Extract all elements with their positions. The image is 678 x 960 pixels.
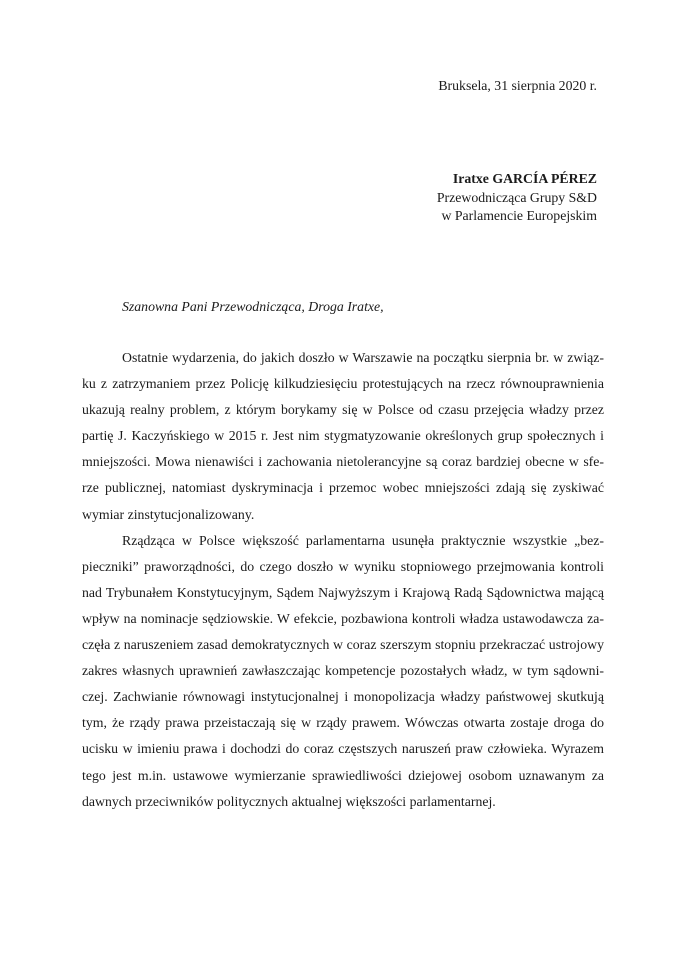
text-line: ucisku w imieniu prawa i dochodzi do coraz częstszych naruszeń praw człowieka. Wyrazem <box>82 741 604 757</box>
text-line: partię J. Kaczyńskiego w 2015 r. Jest nim stygmatyzowanie określonych grup społecznych i <box>82 428 604 444</box>
text-line: mniejszości. Mowa nienawiści i zachowania nietolerancyjne są coraz bardziej obecne w sfe- <box>82 454 604 470</box>
text-line: ukazują realny problem, z którym borykamy się w Polsce od czasu przejęcia władzy przez <box>82 402 604 418</box>
paragraph-1 <box>82 345 604 528</box>
text-line: czej. Zachwianie równowagi instytucjonalnej i monopolizacja władzy państwowej skutkują <box>82 689 604 705</box>
text-line: tym, że rządy prawa przeistaczają się w rządy prawem. Wówczas otwarta zostaje droga do <box>82 715 604 731</box>
text-line: ku z zatrzymaniem przez Policję kilkudziesięciu protestujących na rzecz równouprawnienia <box>82 376 604 392</box>
text-line: wymiar zinstytucjonalizowany. <box>82 506 255 522</box>
recipient-block <box>437 170 597 226</box>
text-line: pieczniki” praworządności, do czego doszło w wyniku stopniowego przejmowania kontroli <box>82 558 604 574</box>
recipient-name: Iratxe GARCÍA PÉREZ <box>452 171 597 186</box>
text-line: Rządząca w Polsce większość parlamentarna usunęła praktycznie wszystkie „bez- <box>122 532 604 548</box>
recipient-organization: w Parlamencie Europejskim <box>441 208 597 223</box>
text-line: zakres własnych uprawnień zawłaszczając kompetencje pozostałych władz, w tym sądowni- <box>82 663 604 679</box>
text-line: tego jest m.in. ustawowe wymierzanie sprawiedliwości dziejowej osobom uznawanym za <box>82 767 604 783</box>
letter-body <box>82 345 604 815</box>
text-line: rze publicznej, natomiast dyskryminacja i przemoc wobec mniejszości zdają się zyskiwać <box>82 480 604 496</box>
salutation: Szanowna Pani Przewodnicząca, Droga Iratxe, <box>122 299 384 314</box>
text-line: dawnych przeciwników politycznych aktualnej większości parlamentarnej. <box>82 793 496 809</box>
paragraph-2 <box>82 528 604 815</box>
place-date-line: Bruksela, 31 sierpnia 2020 r. <box>438 78 597 93</box>
recipient-title: Przewodnicząca Grupy S&D <box>436 189 597 205</box>
text-line: wpływ na nominacje sędziowskie. W efekcie, pozbawiona kontroli władza ustawodawcza za- <box>82 610 604 626</box>
text-line: częła z naruszeniem zasad demokratycznych w coraz szerszym stopniu przekraczać ustrojowy <box>82 637 604 653</box>
text-line: Ostatnie wydarzenia, do jakich doszło w Warszawie na początku sierpnia br. w związ- <box>122 350 604 365</box>
text-line: nad Trybunałem Konstytucyjnym, Sądem Najwyższym i Krajową Radą Sądownictwa mającą <box>82 584 604 600</box>
